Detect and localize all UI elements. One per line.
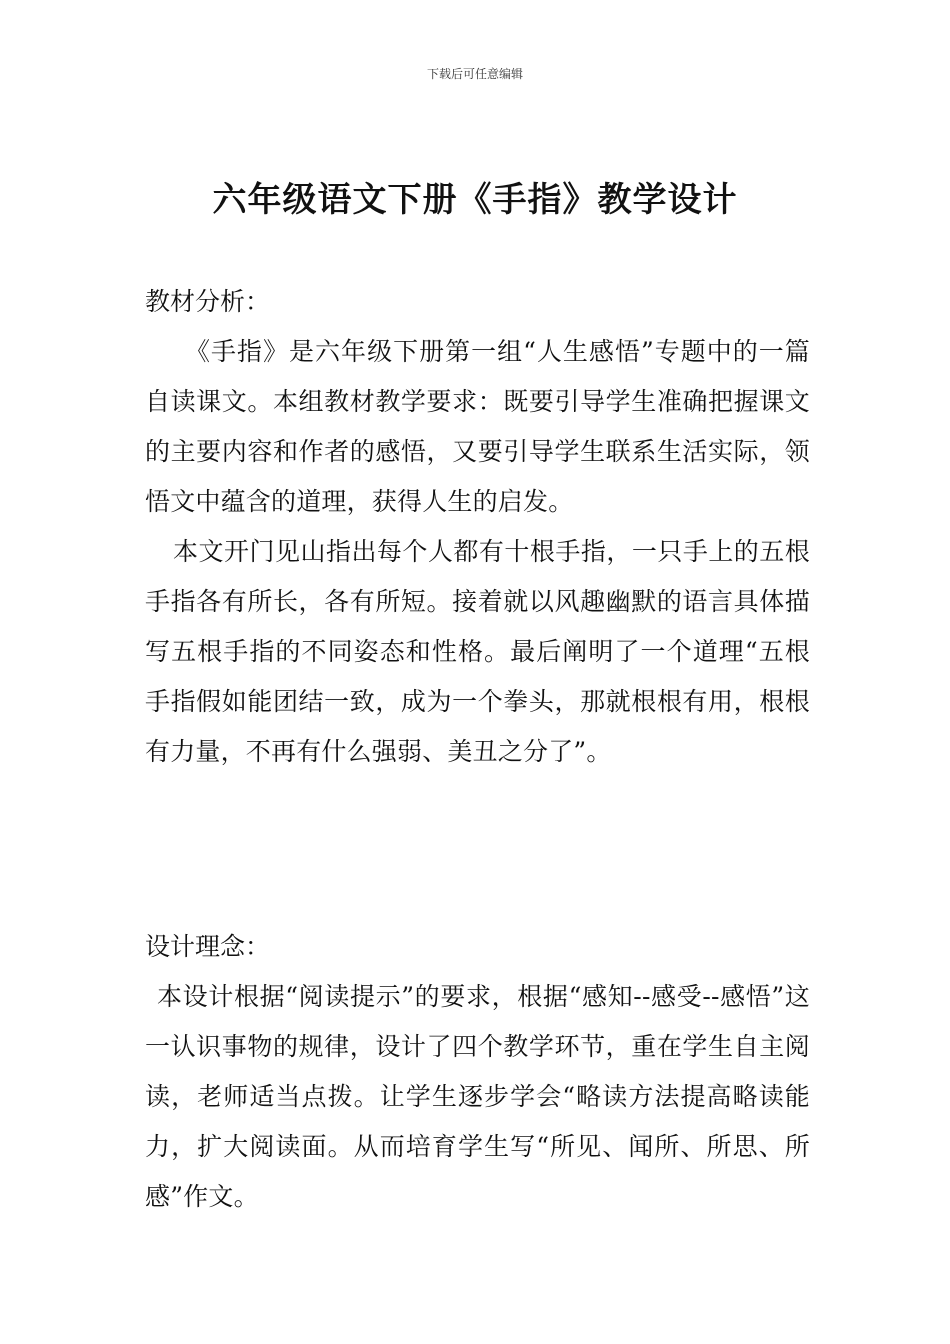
section-heading: 设计理念： — [145, 932, 271, 961]
section-heading: 教材分析： — [145, 287, 271, 316]
paragraph: 本设计根据“阅读提示”的要求，根据“感知--感受--感悟”这一认识事物的规律，设计了四个教学环节，重在学生自主阅读，老师适当点拨。让学生逐步学会“略读方法提高略读能力，扩大阅读面。从而培育学生写“所见、闻所、所思、所感”作文。 — [145, 982, 810, 1211]
paragraph: 《手指》是六年级下册第一组“人生感悟”专题中的一篇自读课文。本组教材教学要求：既要引导学生准确把握课文的主要内容和作者的感悟，又要引导学生联系生活实际，领悟文中蕴含的道理，获得人生的启发。 — [145, 337, 810, 516]
document-title: 六年级语文下册《手指》教学设计 — [212, 180, 738, 220]
section-textbook-analysis — [145, 277, 810, 777]
header-note: 下载后可任意编辑 — [426, 67, 523, 81]
section-design-concept — [145, 922, 810, 1222]
paragraph: 本文开门见山指出每个人都有十根手指，一只手上的五根手指各有所长，各有所短。接着就以风趣幽默的语言具体描写五根手指的不同姿态和性格。最后阐明了一个道理“五根手指假如能团结一致，成为一个拳头，那就根根有用，根根有力量，不再有什么强弱、美丑之分了”。 — [145, 537, 810, 766]
